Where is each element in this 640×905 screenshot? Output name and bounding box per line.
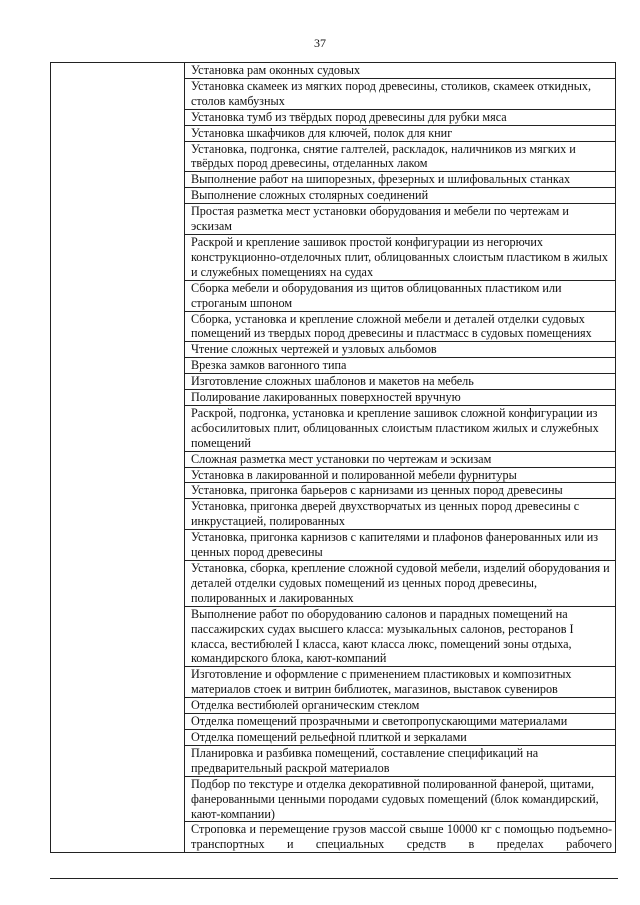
table-cell: Простая разметка мест установки оборудования и мебели по чертежам и эскизам	[185, 204, 616, 235]
table-cell: Установка, пригонка карнизов с капителями и плафонов фанерованных или из ценных пород древесины	[185, 530, 616, 561]
page-number: 37	[314, 36, 326, 50]
table-cell: Выполнение сложных столярных соединений	[185, 188, 616, 204]
table-cell: Полирование лакированных поверхностей вручную	[185, 390, 616, 406]
table-row	[51, 63, 616, 79]
table-cell: Установка в лакированной и полированной мебели фурнитуры	[185, 467, 616, 483]
table-cell: Установка, пригонка барьеров с карнизами из ценных пород древесины	[185, 483, 616, 499]
table-cell: Установка, подгонка, снятие галтелей, раскладок, наличников из мягких и твёрдых пород древесины, отделанных лаком	[185, 141, 616, 172]
table-cell: Строповка и перемещение грузов массой свыше 10000 кг с помощью подъемно-транспортных и специальных средств в пределах рабочего	[185, 822, 616, 853]
table-cell: Подбор по текстуре и отделка декоративной полированной фанерой, щитами, фанерованными ценными породами судовых помещений (блок командирский, кают-компании)	[185, 776, 616, 822]
table-cell: Установка шкафчиков для ключей, полок для книг	[185, 125, 616, 141]
table-cell: Раскрой, подгонка, установка и крепление зашивок сложной конфигурации из асбосилитовых плит, облицованных слоистым пластиком жилых и служебных помещений	[185, 405, 616, 451]
table-cell: Сборка мебели и оборудования из щитов облицованных пластиком или строганым шпоном	[185, 280, 616, 311]
empty-left-column	[51, 63, 185, 853]
page-bottom-rule	[50, 878, 618, 879]
table-cell: Установка рам оконных судовых	[185, 63, 616, 79]
table-cell: Выполнение работ по оборудованию салонов и парадных помещений на пассажирских судах высшего класса: музыкальных салонов, ресторанов I класса, вестибюлей I класса, кают класса люкс, помещений зоны отдыха, командирского блока, кают-компаний	[185, 606, 616, 667]
table-cell: Установка, сборка, крепление сложной судовой мебели, изделий оборудования и деталей отделки судовых помещений из ценных пород древесины, полированных и лакированных	[185, 561, 616, 607]
table-cell: Отделка вестибюлей органическим стеклом	[185, 698, 616, 714]
table-cell: Изготовление и оформление с применением пластиковых и композитных материалов стоек и витрин библиотек, магазинов, выставок сувениров	[185, 667, 616, 698]
activities-table	[50, 62, 616, 853]
table-cell: Сложная разметка мест установки по чертежам и эскизам	[185, 451, 616, 467]
table-cell: Отделка помещений рельефной плиткой и зеркалами	[185, 729, 616, 745]
table-cell: Раскрой и крепление зашивок простой конфигурации из негорючих конструкционно-отделочных плит, облицованных слоистым пластиком в жилых и служебных помещениях на судах	[185, 234, 616, 280]
table-cell: Врезка замков вагонного типа	[185, 358, 616, 374]
table-cell: Чтение сложных чертежей и узловых альбомов	[185, 342, 616, 358]
table-cell: Установка тумб из твёрдых пород древесины для рубки мяса	[185, 109, 616, 125]
table-cell: Сборка, установка и крепление сложной мебели и деталей отделки судовых помещений из твердых пород древесины и пластмасс в судовых помещениях	[185, 311, 616, 342]
table-cell: Отделка помещений прозрачными и светопропускающими материалами	[185, 714, 616, 730]
table-cell: Установка скамеек из мягких пород древесины, столиков, скамеек откидных, столов камбузных	[185, 78, 616, 109]
table-cell: Изготовление сложных шаблонов и макетов на мебель	[185, 374, 616, 390]
table-cell: Установка, пригонка дверей двухстворчатых из ценных пород древесины с инкрустацией, полированных	[185, 499, 616, 530]
table-cell: Планировка и разбивка помещений, составление спецификаций на предварительный раскрой материалов	[185, 745, 616, 776]
table-cell: Выполнение работ на шипорезных, фрезерных и шлифовальных станках	[185, 172, 616, 188]
